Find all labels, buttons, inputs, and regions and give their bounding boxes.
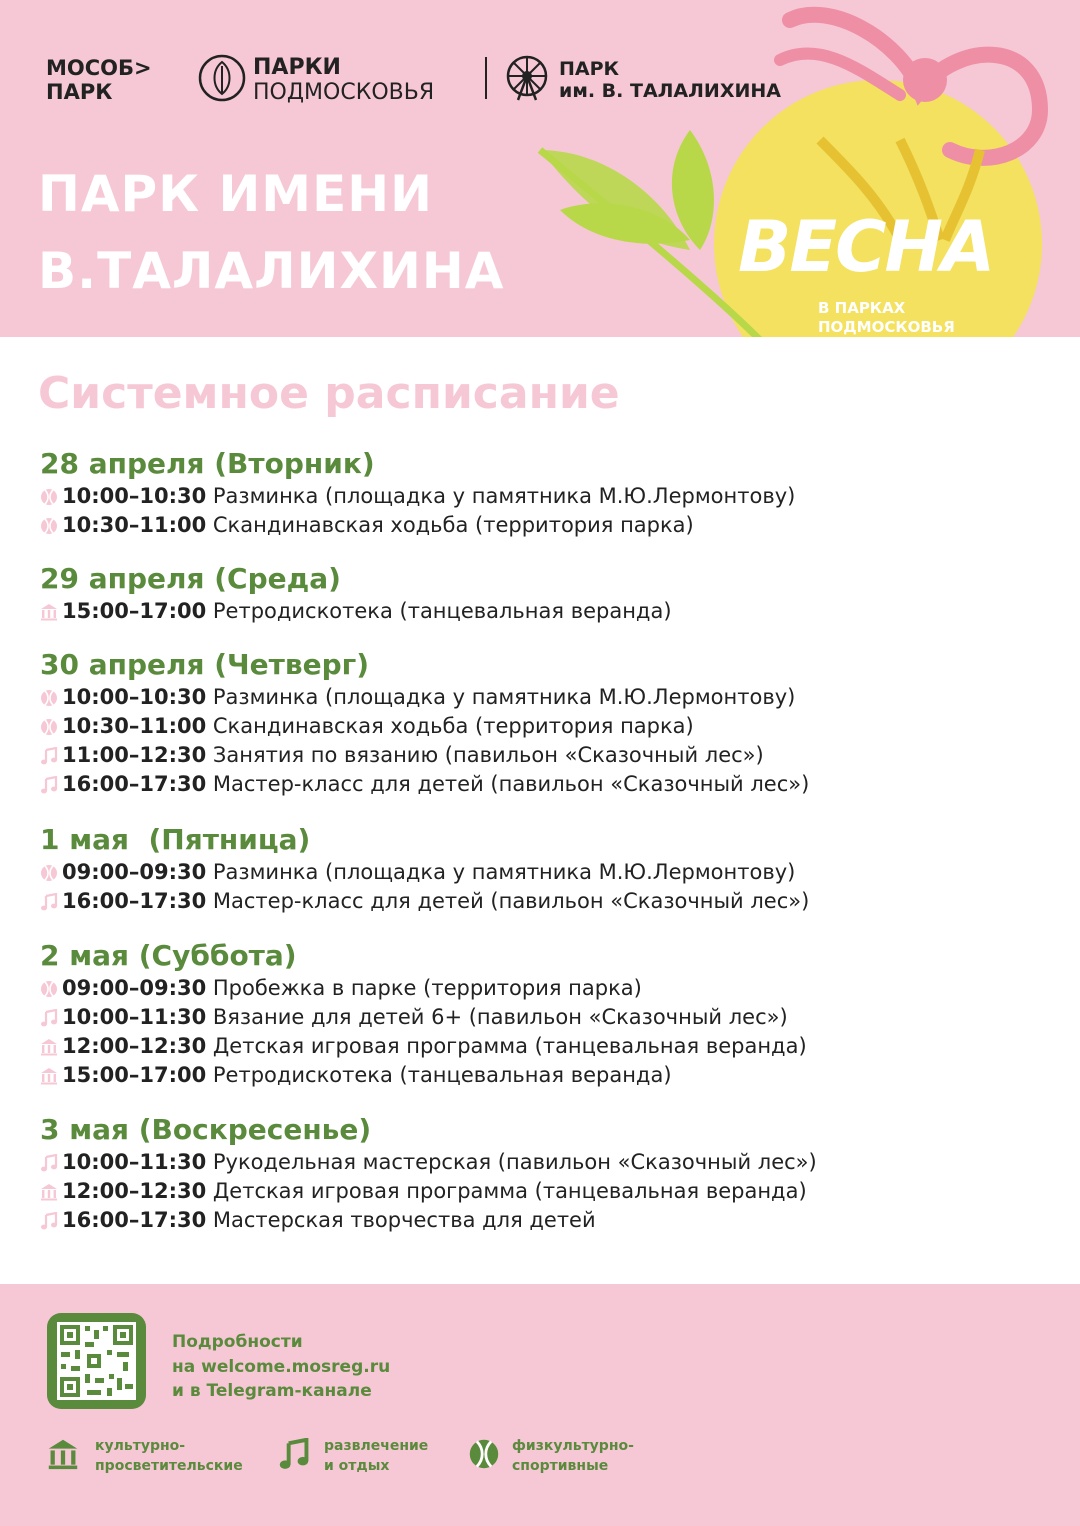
event-row (40, 683, 1040, 712)
park-logo-line2: им. В. ТАЛАЛИХИНА (559, 80, 781, 102)
hero-title-line1: ПАРК ИМЕНИ (38, 165, 433, 223)
day-heading: 28 апреля (Вторник) (40, 447, 375, 480)
event-row (40, 1148, 1040, 1177)
event-description: Мастерская творчества для детей (212, 1208, 596, 1232)
museum-icon (40, 1038, 58, 1056)
day-block (40, 938, 1040, 1090)
day-heading: 1 мая (Пятница) (40, 823, 311, 856)
sport-ball-icon (40, 517, 58, 535)
sport-ball-icon (40, 689, 58, 707)
sport-ball-icon (40, 864, 58, 882)
footer-info (172, 1330, 390, 1404)
event-description: Вязание для детей 6+ (павильон «Сказочный лес») (212, 1005, 788, 1029)
event-description: Скандинавская ходьба (территория парка) (212, 513, 694, 537)
ferris-wheel-icon (502, 52, 552, 102)
legend-entertainment-line2: и отдых (324, 1458, 390, 1474)
music-note-icon (40, 747, 58, 765)
legend-sport-line2: спортивные (512, 1458, 609, 1474)
footer-website-link[interactable]: на welcome.mosreg.ru (172, 1356, 391, 1377)
event-description: Детская игровая программа (танцевальная веранда) (212, 1034, 807, 1058)
music-note-icon (40, 1212, 58, 1230)
event-row (40, 1177, 1040, 1206)
sport-ball-icon (40, 980, 58, 998)
event-row (40, 1003, 1040, 1032)
day-block (40, 647, 1040, 799)
museum-icon (40, 1183, 58, 1201)
event-time: 09:00–09:30 (62, 976, 207, 1000)
event-description: Детская игровая программа (танцевальная веранда) (212, 1179, 807, 1203)
event-row (40, 1206, 1040, 1235)
museum-icon (40, 1067, 58, 1085)
mosobpark-logo-line1: МОСОБ> (46, 56, 152, 80)
event-time: 11:00–12:30 (62, 743, 207, 767)
event-description: Скандинавская ходьба (территория парка) (212, 714, 694, 738)
event-time: 10:30–11:00 (62, 513, 207, 537)
leaf-logo-icon (198, 54, 246, 102)
event-row (40, 1061, 1040, 1090)
day-block (40, 446, 1040, 540)
event-time: 12:00–12:30 (62, 1034, 207, 1058)
legend-cultural-line1: культурно- (95, 1438, 186, 1454)
event-description: Пробежка в парке (территория парка) (212, 976, 642, 1000)
legend-sport-line1: физкультурно- (512, 1438, 634, 1454)
schedule-title: Системное расписание (38, 368, 620, 419)
event-description: Мастер-класс для детей (павильон «Сказочный лес») (212, 772, 810, 796)
legend-cultural-line2: просветительские (95, 1458, 243, 1474)
event-row (40, 1032, 1040, 1061)
qr-code-pattern (57, 1322, 136, 1400)
park-logo-line1: ПАРК (559, 58, 620, 80)
event-time: 12:00–12:30 (62, 1179, 207, 1203)
event-row (40, 974, 1040, 1003)
music-note-icon (40, 1009, 58, 1027)
sport-ball-icon (40, 488, 58, 506)
music-note-icon (40, 893, 58, 911)
day-block (40, 1112, 1040, 1235)
hero-title-line2: В.ТАЛАЛИХИНА (38, 242, 505, 300)
event-time: 16:00–17:30 (62, 772, 207, 796)
event-time: 10:00–11:30 (62, 1005, 207, 1029)
legend-sport (512, 1436, 634, 1476)
event-time: 10:30–11:00 (62, 714, 207, 738)
header-banner (0, 0, 1080, 337)
day-heading: 2 мая (Суббота) (40, 939, 297, 972)
event-row (40, 770, 1040, 799)
event-description: Мастер-класс для детей (павильон «Сказочный лес») (212, 889, 810, 913)
event-row (40, 712, 1040, 741)
event-time: 16:00–17:30 (62, 889, 207, 913)
event-time: 16:00–17:30 (62, 1208, 207, 1232)
event-description: Разминка (площадка у памятника М.Ю.Лермонтову) (212, 860, 796, 884)
day-heading: 30 апреля (Четверг) (40, 648, 370, 681)
vesna-subtitle (818, 299, 955, 337)
event-description: Ретродискотека (танцевальная веранда) (212, 1063, 672, 1087)
mosobpark-logo (46, 56, 152, 104)
event-time: 10:00–11:30 (62, 1150, 207, 1174)
event-row (40, 482, 1040, 511)
vesna-logo-word: ВЕСНА (738, 206, 994, 288)
event-row (40, 887, 1040, 916)
parki-logo-line1: ПАРКИ (253, 55, 341, 80)
footer-info-line1: Подробности (172, 1332, 303, 1352)
legend-entertainment-line1: развлечение (324, 1438, 429, 1454)
day-block (40, 561, 1040, 626)
park-talalikhina-logo (559, 58, 781, 102)
sport-ball-icon (40, 718, 58, 736)
music-note-icon (40, 776, 58, 794)
footer (0, 1284, 1080, 1526)
event-description: Разминка (площадка у памятника М.Ю.Лермонтову) (212, 685, 796, 709)
event-row (40, 741, 1040, 770)
logo-divider (485, 57, 487, 99)
event-time: 10:00–10:30 (62, 484, 207, 508)
legend-entertainment (324, 1436, 428, 1476)
day-heading: 29 апреля (Среда) (40, 562, 341, 595)
event-description: Ретродискотека (танцевальная веранда) (212, 599, 672, 623)
event-time: 09:00–09:30 (62, 860, 207, 884)
music-note-icon (40, 1154, 58, 1172)
legend-cultural (95, 1436, 243, 1476)
event-time: 10:00–10:30 (62, 685, 207, 709)
vesna-subtitle-line1: В ПАРКАХ (818, 299, 906, 317)
footer-info-line3: и в Telegram-канале (172, 1381, 372, 1401)
event-time: 15:00–17:00 (62, 599, 207, 623)
parki-logo (253, 55, 434, 105)
legend-music-note-icon (276, 1438, 312, 1470)
legend-museum-icon (47, 1438, 79, 1470)
event-description: Занятия по вязанию (павильон «Сказочный лес») (212, 743, 764, 767)
qr-code[interactable] (47, 1313, 146, 1409)
vesna-subtitle-line2: ПОДМОСКОВЬЯ (818, 318, 955, 336)
event-description: Рукодельная мастерская (павильон «Сказочный лес») (212, 1150, 817, 1174)
event-row (40, 511, 1040, 540)
event-row (40, 858, 1040, 887)
mosobpark-logo-line2: ПАРК (46, 80, 113, 104)
legend-sport-ball-icon (468, 1438, 500, 1470)
museum-icon (40, 603, 58, 621)
parki-logo-line2: ПОДМОСКОВЬЯ (253, 80, 435, 105)
event-description: Разминка (площадка у памятника М.Ю.Лермонтову) (212, 484, 796, 508)
event-row (40, 597, 1040, 626)
day-heading: 3 мая (Воскресенье) (40, 1113, 372, 1146)
event-time: 15:00–17:00 (62, 1063, 207, 1087)
day-block (40, 822, 1040, 916)
